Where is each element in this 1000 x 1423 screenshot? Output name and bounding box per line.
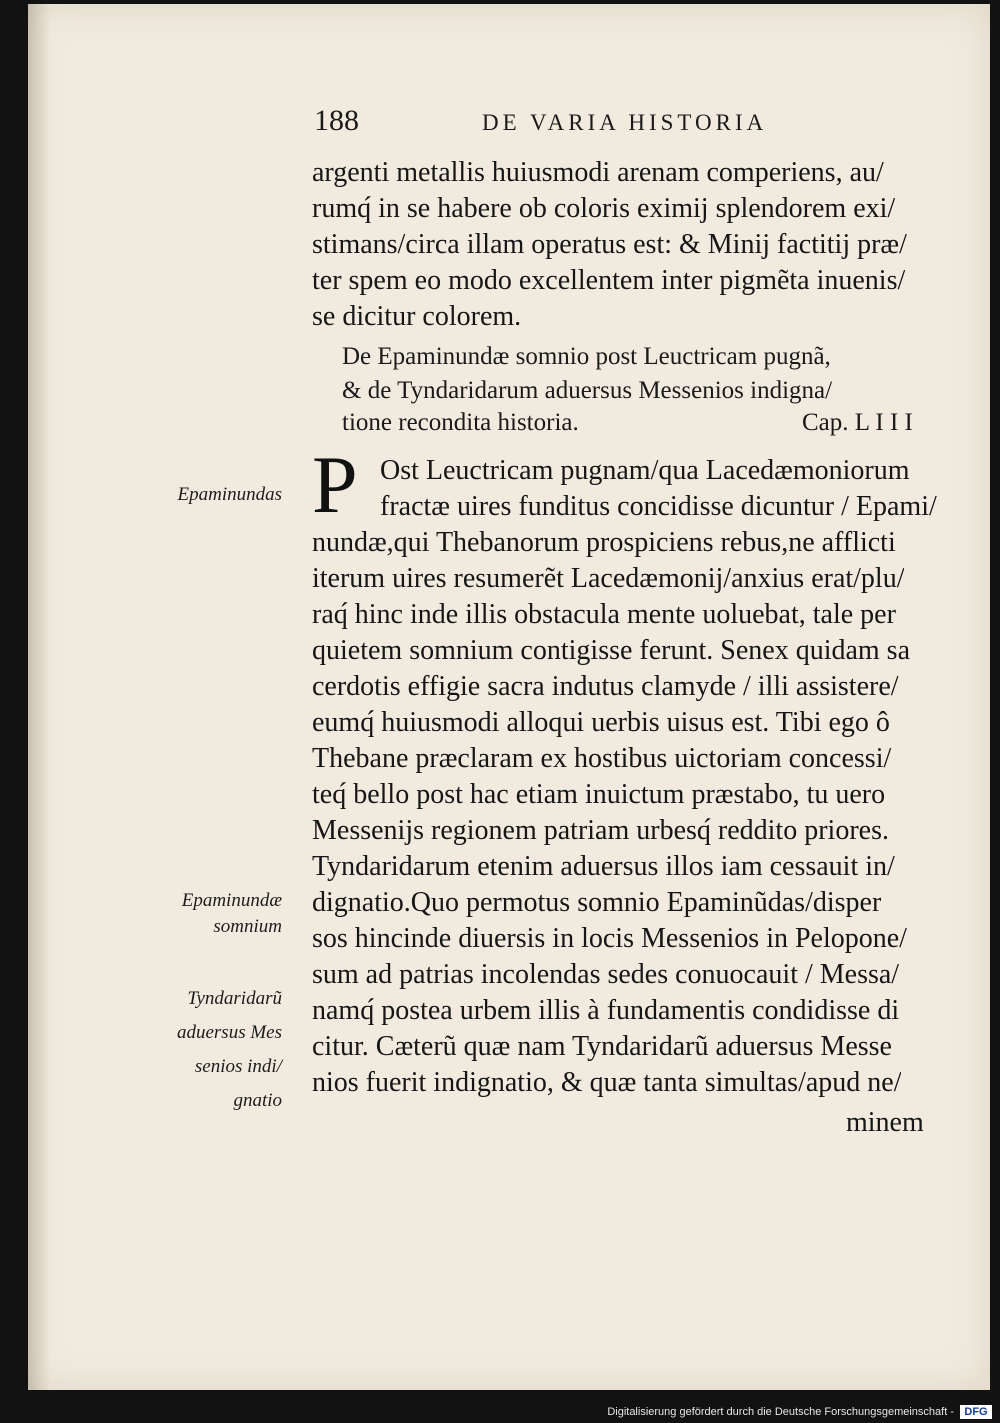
text-line: rumq́ in se habere ob coloris eximij splendorem exi/ (312, 193, 896, 224)
margin-note (178, 478, 283, 512)
text-line: dignatio.Quo permotus somnio Epaminũdas/disper (312, 887, 882, 918)
text-line: argenti metallis huiusmodi arenam comperiens, au/ (312, 157, 884, 188)
margin-note-line: gnatio (233, 1090, 282, 1111)
text-line: fractæ uires funditus concidisse dicuntur / Epami/ (380, 491, 937, 522)
margin-note-line: senios indi/ (194, 1056, 282, 1077)
text-line: nundæ,qui Thebanorum prospiciens rebus,ne afflicti (312, 527, 896, 558)
text-line: iterum uires resumerẽt Lacedæmonij/anxius erat/plu/ (312, 563, 905, 594)
chapter-caption-line: & de Tyndaridarum aduersus Messenios indigna/ (342, 377, 833, 404)
text-line: teq́ bello post hac etiam inuictum præstabo, tu uero (312, 779, 886, 810)
page-number: 188 (314, 104, 359, 137)
text-line: raq́ hinc inde illis obstacula mente uoluebat, tale per (312, 599, 896, 630)
text-line: sos hincinde diuersis in locis Messenios in Pelopone/ (312, 923, 907, 954)
text-line: nios fuerit indignatio, & quæ tanta simultas/apud ne/ (312, 1067, 902, 1098)
margin-note (182, 884, 282, 944)
chapter-caption-line: tione recondita historia. (342, 409, 579, 436)
text-line: eumq́ huiusmodi alloqui uerbis uisus est. Tibi ego ô (312, 707, 890, 738)
text-line: Ost Leuctricam pugnam/qua Lacedæmoniorum (380, 455, 910, 486)
book-page (28, 4, 990, 1390)
margin-note (177, 982, 282, 1118)
text-line: Thebane præclaram ex hostibus uictoriam concessi/ (312, 743, 892, 774)
margin-note-line: Epaminundas (177, 484, 282, 505)
margin-note-line: Tyndaridarũ (187, 988, 282, 1009)
text-line: Tyndaridarum etenim aduersus illos iam cessauit in/ (312, 851, 895, 882)
running-title: DE VARIA HISTORIA (482, 110, 768, 135)
text-line: cerdotis effigie sacra indutus clamyde / illi assistere/ (312, 671, 899, 702)
text-line: sum ad patrias incolendas sedes conuocauit / Messa/ (312, 959, 900, 990)
text-line: minem (846, 1107, 924, 1138)
margin-note-line: Epaminundæ (181, 890, 282, 911)
page-header (314, 104, 854, 148)
margin-note-line: somnium (213, 916, 282, 937)
text-line: quietem somnium contigisse ferunt. Senex quidam sa (312, 635, 911, 666)
margin-note-line: aduersus Mes (176, 1022, 282, 1043)
chapter-caption-line: De Epaminundæ somnio post Leuctricam pugnã, (342, 343, 831, 370)
dfg-logo: DFG (960, 1405, 992, 1419)
digitization-credit: Digitalisierung gefördert durch die Deutsche Forschungsgemeinschaft - (607, 1406, 954, 1418)
text-line: citur. Cæterũ quæ nam Tyndaridarũ aduersus Messe (312, 1031, 892, 1062)
text-line: Messenijs regionem patriam urbesq́ reddito priores. (312, 815, 889, 846)
text-line: se dicitur colorem. (312, 301, 522, 332)
text-line: stimans/circa illam operatus est: & Minij factitij præ/ (312, 229, 907, 260)
text-line: ter spem eo modo excellentem inter pigmẽta inuenis/ (312, 265, 906, 296)
chapter-number: Cap. L I I I (802, 409, 913, 436)
drop-cap: P (312, 439, 358, 530)
text-line: namq́ postea urbem illis à fundamentis condidisse di (312, 995, 900, 1026)
